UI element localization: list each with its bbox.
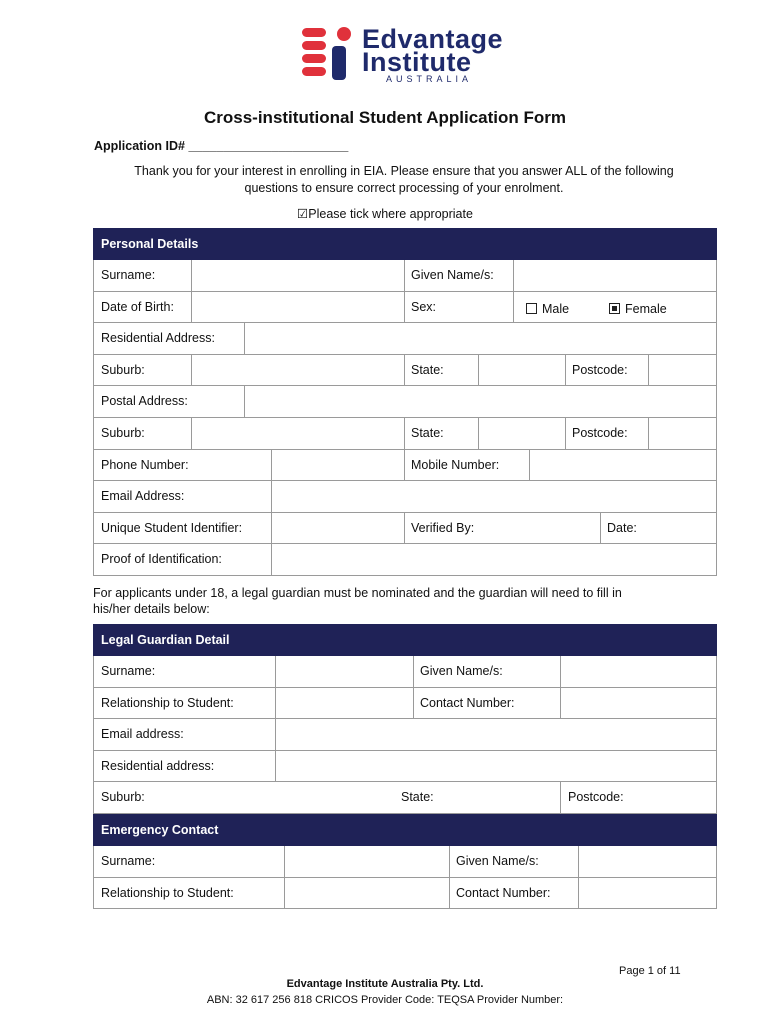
table-row	[94, 719, 716, 751]
guardian-email-field[interactable]	[276, 719, 716, 750]
phone-label: Phone Number:	[101, 457, 189, 472]
logo-text-institute: Institute	[362, 47, 472, 77]
postal-state-label: State:	[411, 425, 444, 440]
email-field[interactable]	[272, 481, 716, 512]
surname-label: Surname:	[101, 268, 156, 282]
tick-note: ☑Please tick where appropriate	[297, 207, 473, 221]
state-field[interactable]	[479, 355, 565, 386]
table-row	[94, 386, 716, 418]
postal-postcode-label: Postcode:	[572, 425, 628, 440]
postal-postcode-field[interactable]	[649, 418, 715, 449]
footer-abn: ABN: 32 617 256 818 CRICOS Provider Code: TEQSA Provider Number:	[206, 994, 564, 1006]
dob-label: Date of Birth:	[101, 299, 174, 314]
residential-address-label: Residential Address:	[101, 331, 215, 346]
table-row	[94, 323, 716, 355]
mobile-label: Mobile Number:	[411, 457, 500, 472]
phone-field[interactable]	[272, 450, 404, 481]
state-label: State:	[411, 362, 444, 377]
personal-details-header: Personal Details	[93, 228, 717, 260]
table-row	[94, 688, 716, 720]
guardian-contact-field[interactable]	[561, 688, 716, 719]
postcode-label: Postcode:	[572, 362, 628, 377]
table-row	[94, 292, 716, 324]
email-label: Email Address:	[101, 489, 185, 504]
postal-suburb-label: Suburb:	[101, 425, 145, 440]
table-row	[94, 450, 716, 482]
table-row	[94, 751, 716, 783]
emergency-contact-header: Emergency Contact	[93, 814, 717, 846]
under-18-note: For applicants under 18, a legal guardian must be nominated and the guardian will need to fill in his/her details below:	[93, 586, 622, 616]
emergency-given-names-field[interactable]	[579, 846, 716, 877]
guardian-contact-label: Contact Number:	[420, 695, 515, 710]
residential-address-field[interactable]	[245, 323, 715, 354]
guardian-given-names-field[interactable]	[561, 656, 716, 687]
intro-text: Thank you for your interest in enrolling in EIA. Please ensure that you answer ALL of the following questions to ensure correct processing of your enrolment.	[134, 164, 674, 195]
guardian-given-names-label: Given Name/s:	[420, 664, 503, 678]
emergency-surname-label: Surname:	[101, 854, 156, 868]
guardian-relationship-field[interactable]	[276, 688, 413, 719]
sex-label: Sex:	[411, 299, 437, 314]
postal-suburb-field[interactable]	[192, 418, 404, 449]
date-label[interactable]: Date:	[607, 520, 637, 535]
page-number: Page 1 of 11	[619, 965, 681, 977]
male-label: Male	[542, 301, 570, 316]
emergency-contact-field[interactable]	[579, 878, 716, 909]
postal-address-field[interactable]	[245, 386, 715, 417]
guardian-residential-field[interactable]	[276, 751, 716, 782]
usi-field[interactable]	[272, 513, 404, 544]
female-checkbox[interactable]	[602, 292, 667, 323]
logo-text-australia: AUSTRALIA	[386, 74, 473, 84]
given-names-label: Given Name/s:	[411, 268, 494, 282]
suburb-label: Suburb:	[101, 362, 145, 377]
guardian-surname-field[interactable]	[276, 656, 413, 687]
guardian-postcode-label[interactable]: Postcode:	[568, 790, 624, 805]
checkbox-empty-icon	[526, 303, 537, 314]
guardian-details-header: Legal Guardian Detail	[93, 624, 717, 656]
footer-company: Edvantage Institute Australia Pty. Ltd.	[286, 978, 484, 990]
guardian-relationship-label: Relationship to Student:	[101, 695, 234, 710]
application-id[interactable]: Application ID# _______________________	[94, 139, 349, 153]
postal-state-field[interactable]	[479, 418, 565, 449]
table-row	[94, 656, 716, 688]
guardian-details-table	[93, 656, 717, 814]
table-row	[94, 418, 716, 450]
institute-logo	[300, 22, 515, 84]
emergency-relationship-field[interactable]	[285, 878, 449, 909]
checkbox-filled-icon	[609, 303, 620, 314]
table-row	[94, 481, 716, 513]
table-row	[94, 260, 716, 292]
postal-address-label: Postal Address:	[101, 394, 188, 409]
dob-field[interactable]	[192, 292, 404, 323]
logo-text-edvantage: Edvantage	[362, 24, 504, 54]
page-title: Cross-institutional Student Application Form	[203, 108, 567, 127]
proof-id-label: Proof of Identification:	[101, 552, 222, 567]
guardian-surname-label: Surname:	[101, 664, 156, 678]
table-row	[94, 544, 716, 576]
table-row	[94, 513, 716, 545]
personal-details-table	[93, 260, 717, 576]
logo-mark-icon	[300, 26, 356, 80]
guardian-suburb-label[interactable]: Suburb:	[101, 790, 145, 805]
usi-label: Unique Student Identifier:	[101, 520, 243, 535]
given-names-field[interactable]	[514, 260, 716, 291]
table-row	[94, 846, 716, 878]
guardian-email-label: Email address:	[101, 727, 184, 742]
proof-id-field[interactable]	[272, 544, 716, 575]
suburb-field[interactable]	[192, 355, 404, 386]
table-row	[94, 878, 716, 910]
emergency-contact-label: Contact Number:	[456, 885, 551, 900]
postcode-field[interactable]	[649, 355, 715, 386]
surname-field[interactable]	[192, 260, 404, 291]
female-label: Female	[625, 301, 667, 316]
verified-by-label[interactable]: Verified By:	[411, 520, 475, 535]
emergency-surname-field[interactable]	[285, 846, 449, 877]
emergency-given-names-label: Given Name/s:	[456, 854, 539, 868]
male-checkbox[interactable]	[519, 292, 569, 323]
emergency-relationship-label: Relationship to Student:	[101, 885, 234, 900]
guardian-residential-label: Residential address:	[101, 758, 215, 773]
guardian-state-label[interactable]: State:	[401, 790, 434, 805]
table-row	[94, 355, 716, 387]
table-row	[94, 782, 716, 814]
emergency-contact-table	[93, 846, 717, 909]
mobile-field[interactable]	[530, 450, 716, 481]
